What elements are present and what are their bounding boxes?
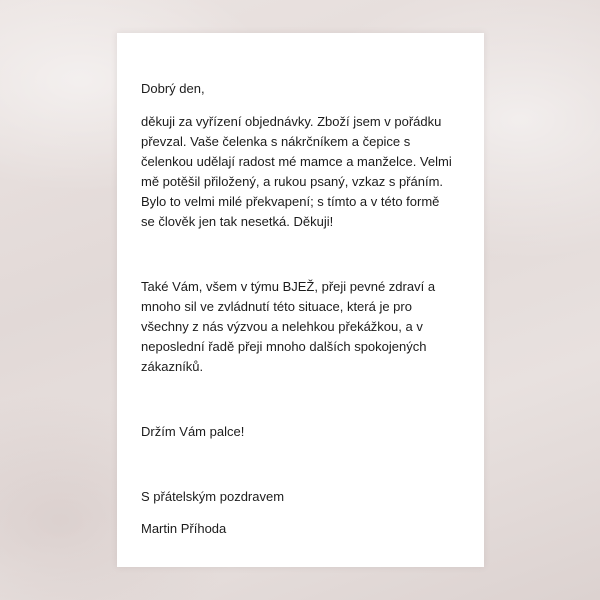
letter-page (117, 33, 484, 567)
paragraph-line: všechny z nás výzvou a nelehkou překážkou, a v (141, 319, 423, 334)
paragraph-line: Také Vám, všem v týmu BJEŽ, přeji pevné zdraví a (141, 279, 436, 294)
wish-line: Držím Vám palce! (141, 424, 245, 439)
paragraph-line: mnoho sil ve zvládnutí této situace, která je pro (141, 299, 412, 314)
greeting: Dobrý den, (141, 81, 205, 96)
paragraph-line: děkuji za vyřízení objednávky. Zboží jsem v pořádku (141, 114, 442, 129)
paragraph-line: převzal. Vaše čelenka s nákrčníkem a čepice s (141, 134, 411, 149)
paragraph-line: zákazníků. (141, 359, 204, 374)
paragraph-line: se člověk jen tak nesetká. Děkuji! (141, 214, 334, 229)
paragraph-line: mě potěšil přiložený, a rukou psaný, vzkaz s přáním. (141, 174, 444, 189)
signature: Martin Příhoda (141, 521, 227, 536)
closing-line: S přátelským pozdravem (141, 489, 285, 504)
paragraph-line: neposlední řadě přeji mnoho dalších spokojených (141, 339, 427, 354)
paragraph-line: čelenkou udělají radost mé mamce a manželce. Velmi (141, 154, 452, 169)
paragraph-line: Bylo to velmi milé překvapení; s tímto a v této formě (141, 194, 440, 209)
